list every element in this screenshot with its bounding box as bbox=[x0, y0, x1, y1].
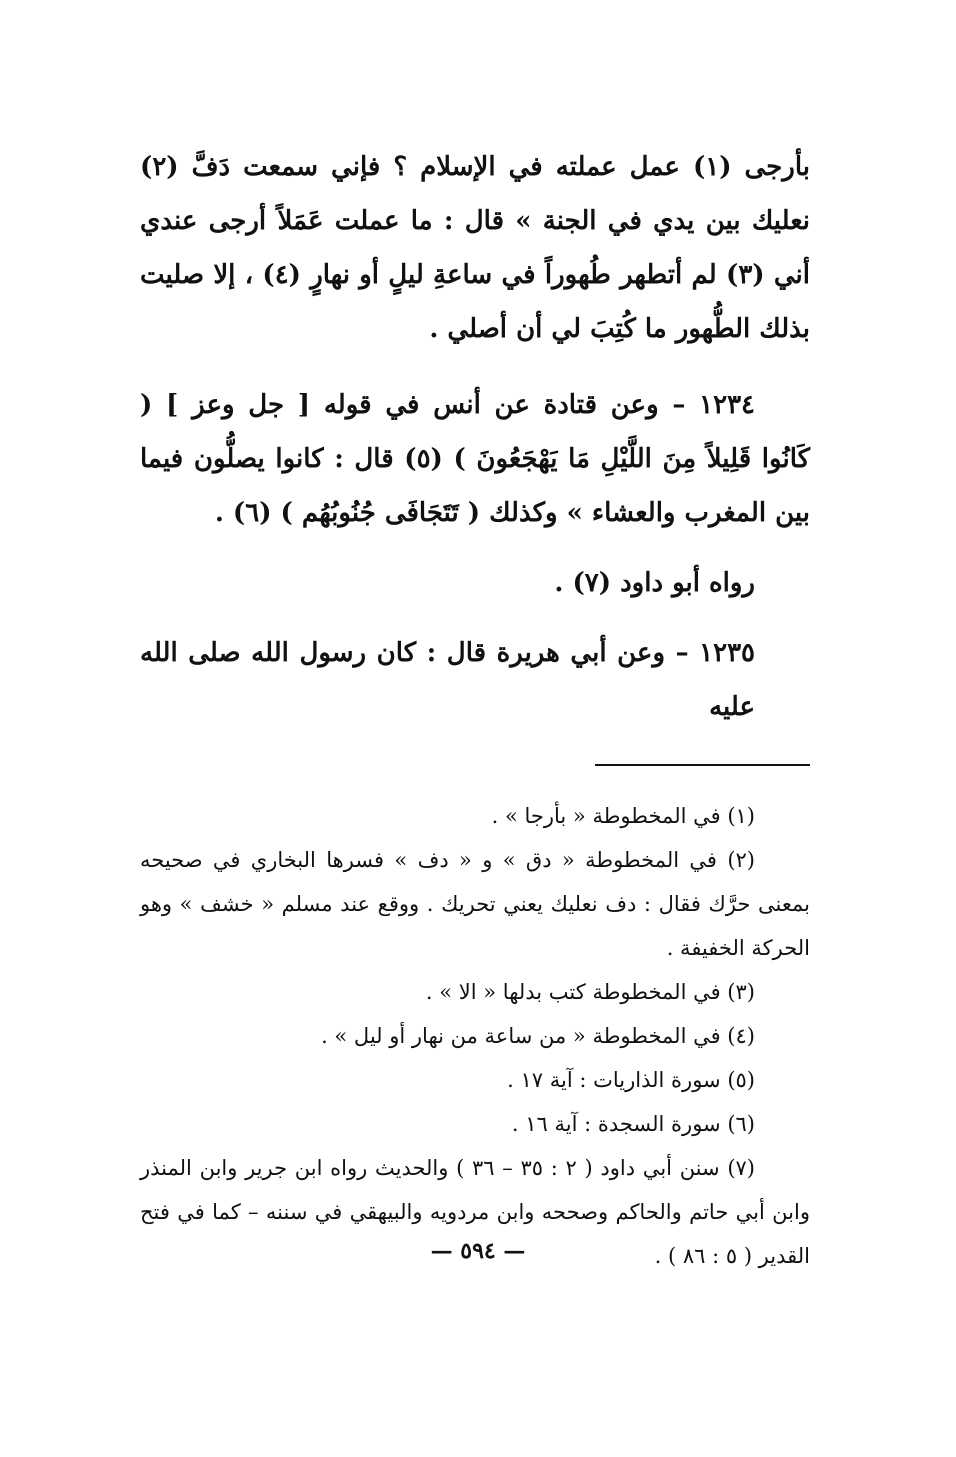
paragraph-continuation: بأرجى (١) عمل عملته في الإسلام ؟ فإني سمعت دَفَّ (٢) نعليك بين يدي في الجنة » قال : ما عملت عَمَلاً أرجى عندي أني (٣) لم أتطهر طُهوراً في ساعةِ ليلٍ أو نهارٍ (٤) ، إلا صليت بذلك الطُّهور ما كُتِبَ لي أن أصلي . bbox=[140, 152, 811, 344]
footnotes bbox=[140, 794, 810, 1278]
footnote-4: (٤) في المخطوطة « من ساعة من نهار أو ليل » . bbox=[321, 1024, 755, 1048]
footnote-divider bbox=[595, 764, 810, 766]
footnote-3: (٣) في المخطوطة كتب بدلها « الا » . bbox=[425, 980, 755, 1004]
footnote-7: (٧) سنن أبي داود ( ٢ : ٣٥ – ٣٦ ) والحديث رواه ابن جرير وابن المنذر وابن أبي حاتم والحاكم وصححه وابن مردويه والبيهقي في سننه – كما في فتح القدير ( ٥ : ٨٦ ) . bbox=[140, 1156, 810, 1268]
book-page bbox=[140, 140, 810, 1278]
footnote-5: (٥) سورة الذاريات : آية ١٧ . bbox=[507, 1068, 755, 1092]
footnote-2: (٢) في المخطوطة « دق » و « دف » فسرها البخاري في صحيحه بمعنى حرَّك فقال : دف نعليك يعني تحريك . ووقع عند مسلم « خشف » وهو الحركة الخفيفة . bbox=[140, 848, 810, 960]
hadith-1235: ١٢٣٥ – وعن أبي هريرة قال : كان رسول الله صلى الله عليه bbox=[140, 638, 755, 722]
page-number: — ٥٩٤ — bbox=[430, 1238, 526, 1264]
footnote-1: (١) في المخطوطة « بأرجا » . bbox=[491, 804, 755, 828]
hadith-1234: ١٢٣٤ – وعن قتادة عن أنس في قوله [ جل وعز ] ( كَانُوا قَلِيلاً مِنَ اللَّيْلِ مَا يَهْجَعُونَ ) (٥) قال : كانوا يصلُّون فيما بين المغرب والعشاء » وكذلك ( تَتَجَافَى جُنُوبُهُم ) (٦) . bbox=[140, 390, 811, 528]
main-text bbox=[140, 140, 810, 734]
hadith-source: رواه أبو داود (٧) . bbox=[554, 568, 755, 598]
footnote-6: (٦) سورة السجدة : آية ١٦ . bbox=[511, 1112, 755, 1136]
